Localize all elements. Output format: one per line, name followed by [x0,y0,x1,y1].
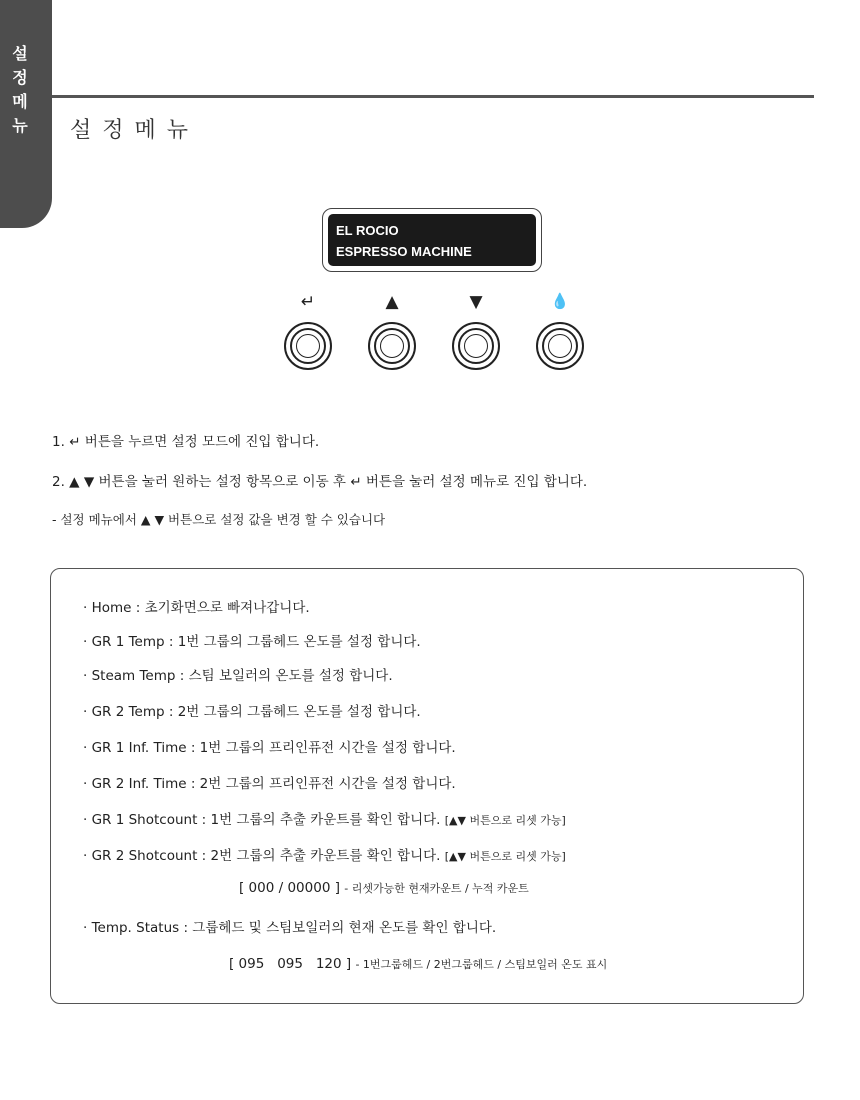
menu-item: · Steam Temp : 스팀 보일러의 온도를 설정 합니다. [83,668,393,684]
shotcount-format-value: [ 000 / 00000 ] [239,880,340,896]
instruction-2: 2. ▲ ▼ 버튼을 눌러 원하는 설정 항목으로 이동 후 ↵ 버튼을 눌러 설정 메뉴로 진입 합니다. [52,474,588,490]
lcd-line-2: ESPRESSO MACHINE [336,244,472,259]
temp-format-desc: - 1번그룹헤드 / 2번그룹헤드 / 스팀보일러 온도 표시 [355,958,608,971]
up-button[interactable] [368,322,416,370]
water-button[interactable] [536,322,584,370]
arrow-up-icon: ▲ [385,292,399,312]
menu-item [83,808,566,828]
menu-description-panel [50,568,804,1004]
menu-item-note: [▲▼ 버튼으로 리셋 가능] [444,814,566,827]
section-side-tab [0,0,52,228]
shotcount-format-desc: - 리셋가능한 현재카운트 / 누적 카운트 [344,882,529,895]
side-tab-char: 뉴 [12,116,28,135]
menu-item: · GR 2 Temp : 2번 그룹의 그룹헤드 온도를 설정 합니다. [83,704,421,720]
water-button-group [530,292,590,382]
enter-button[interactable] [284,322,332,370]
shotcount-format-note [239,880,529,896]
temp-format-value: [ 095 095 120 ] [229,956,352,972]
menu-item: · GR 1 Inf. Time : 1번 그룹의 프리인퓨전 시간을 설정 합니다. [83,740,456,756]
down-button[interactable] [452,322,500,370]
menu-item-note: [▲▼ 버튼으로 리셋 가능] [444,850,566,863]
instruction-1: 1. ↵ 버튼을 누르면 설정 모드에 진입 합니다. [52,434,320,450]
arrow-down-icon: ▼ [469,292,483,312]
lcd-line-1: EL ROCIO [336,223,399,238]
side-tab-label [0,42,40,138]
instruction-3: - 설정 메뉴에서 ▲ ▼ 버튼으로 설정 값을 변경 할 수 있습니다 [52,512,386,527]
side-tab-char: 정 [12,68,28,87]
menu-item: · Temp. Status : 그룹헤드 및 스팀보일러의 현재 온도를 확인 합니다. [83,920,497,936]
enter-icon: ↵ [300,292,316,312]
menu-item-text: · GR 2 Shotcount : 2번 그룹의 추출 카운트를 확인 합니다. [83,848,441,864]
temp-format-note [229,956,607,972]
menu-item: · GR 2 Inf. Time : 2번 그룹의 프리인퓨전 시간을 설정 합니다. [83,776,456,792]
lcd-display [322,208,542,272]
header-rule [52,95,814,98]
menu-item: · Home : 초기화면으로 빠져나갑니다. [83,600,310,616]
water-drop-icon: 💧 [550,292,570,310]
menu-item: · GR 1 Temp : 1번 그룹의 그룹헤드 온도를 설정 합니다. [83,634,421,650]
side-tab-char: 설 [12,44,28,63]
lcd-screen [328,214,536,266]
page-title: 설정메뉴 [70,118,200,143]
side-tab-char: 메 [12,92,28,111]
up-button-group [362,292,422,382]
menu-item [83,844,566,864]
down-button-group [446,292,506,382]
menu-item-text: · GR 1 Shotcount : 1번 그룹의 추출 카운트를 확인 합니다. [83,812,441,828]
enter-button-group [278,292,338,382]
